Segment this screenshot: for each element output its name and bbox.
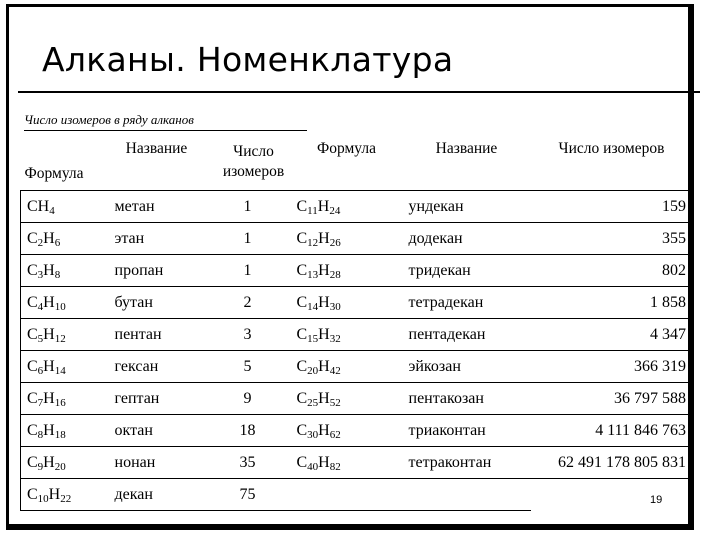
table-row bbox=[21, 255, 693, 287]
cell-formula bbox=[21, 383, 109, 415]
hydrogen-symbol: H bbox=[318, 453, 330, 471]
cell-isomers-2: 159 bbox=[531, 191, 693, 223]
cell-isomers: 35 bbox=[205, 447, 291, 479]
hydrogen-count: 16 bbox=[54, 396, 66, 409]
header-formula-2: Формула bbox=[316, 140, 376, 157]
carbon-count: 12 bbox=[307, 236, 319, 249]
table-row bbox=[21, 191, 693, 223]
cell-formula-2 bbox=[291, 287, 403, 319]
slide-title: Алканы. Номенклатура bbox=[42, 40, 454, 79]
carbon-count: 30 bbox=[307, 428, 319, 441]
cell-formula-2 bbox=[291, 479, 403, 511]
hydrogen-symbol: H bbox=[37, 197, 50, 215]
carbon-count: 5 bbox=[37, 332, 44, 345]
hydrogen-count: 12 bbox=[54, 332, 66, 345]
cell-formula bbox=[21, 191, 109, 223]
hydrogen-count: 26 bbox=[329, 236, 341, 249]
cell-name: декан bbox=[109, 479, 205, 511]
carbon-symbol: C bbox=[296, 357, 308, 375]
table-header-row bbox=[21, 134, 693, 191]
table-row bbox=[21, 415, 693, 447]
cell-formula-2 bbox=[291, 223, 403, 255]
carbon-symbol: C bbox=[296, 293, 308, 311]
table-caption: Число изомеров в ряду алканов bbox=[24, 112, 194, 127]
hydrogen-count: 18 bbox=[54, 428, 66, 441]
cell-name: гексан bbox=[109, 351, 205, 383]
carbon-symbol: C bbox=[296, 261, 308, 279]
cell-name: гептан bbox=[109, 383, 205, 415]
carbon-symbol: C bbox=[296, 197, 308, 215]
cell-isomers-2 bbox=[531, 479, 693, 511]
table-row bbox=[21, 223, 693, 255]
carbon-count: 9 bbox=[37, 460, 44, 473]
table-row bbox=[21, 447, 693, 479]
carbon-symbol: C bbox=[27, 229, 38, 247]
carbon-symbol: C bbox=[27, 261, 38, 279]
cell-isomers-2: 355 bbox=[531, 223, 693, 255]
cell-formula bbox=[21, 319, 109, 351]
carbon-symbol: C bbox=[27, 485, 38, 503]
hydrogen-symbol: H bbox=[318, 325, 330, 343]
hydrogen-symbol: H bbox=[318, 421, 330, 439]
hydrogen-count: 10 bbox=[54, 300, 66, 313]
header-isomers: Число изомеров bbox=[222, 143, 285, 180]
hydrogen-symbol: H bbox=[43, 229, 55, 247]
cell-isomers-2: 4 347 bbox=[531, 319, 693, 351]
page-number: 19 bbox=[650, 494, 663, 506]
cell-isomers: 3 bbox=[205, 319, 291, 351]
cell-formula bbox=[21, 255, 109, 287]
cell-name: бутан bbox=[109, 287, 205, 319]
carbon-count: 14 bbox=[307, 300, 319, 313]
hydrogen-symbol: H bbox=[43, 357, 55, 375]
hydrogen-symbol: H bbox=[48, 485, 61, 503]
hydrogen-count: 20 bbox=[54, 460, 66, 473]
hydrogen-count: 28 bbox=[329, 268, 341, 281]
cell-formula-2 bbox=[291, 351, 403, 383]
cell-isomers-2: 1 858 bbox=[531, 287, 693, 319]
cell-name-2: тетраконтан bbox=[403, 447, 531, 479]
cell-name-2: ундекан bbox=[403, 191, 531, 223]
cell-isomers: 5 bbox=[205, 351, 291, 383]
cell-formula bbox=[21, 351, 109, 383]
carbon-count: 2 bbox=[37, 236, 44, 249]
cell-name-2: додекан bbox=[403, 223, 531, 255]
hydrogen-count: 82 bbox=[329, 460, 341, 473]
cell-isomers: 1 bbox=[205, 191, 291, 223]
carbon-symbol: C bbox=[27, 357, 38, 375]
cell-formula bbox=[21, 479, 109, 511]
carbon-count: 3 bbox=[37, 268, 44, 281]
cell-name: пропан bbox=[109, 255, 205, 287]
carbon-count: 7 bbox=[37, 396, 44, 409]
hydrogen-symbol: H bbox=[318, 357, 330, 375]
carbon-symbol: C bbox=[296, 421, 308, 439]
cell-isomers-2: 36 797 588 bbox=[531, 383, 693, 415]
cell-formula bbox=[21, 447, 109, 479]
cell-name: метан bbox=[109, 191, 205, 223]
carbon-symbol: C bbox=[27, 325, 38, 343]
hydrogen-count: 52 bbox=[329, 396, 341, 409]
cell-formula bbox=[21, 287, 109, 319]
hydrogen-symbol: H bbox=[43, 261, 55, 279]
hydrogen-count: 32 bbox=[329, 332, 341, 345]
carbon-symbol: C bbox=[296, 453, 308, 471]
cell-name-2: тридекан bbox=[403, 255, 531, 287]
carbon-count: 11 bbox=[307, 204, 318, 217]
cell-name-2: тетрадекан bbox=[403, 287, 531, 319]
carbon-symbol: C bbox=[296, 229, 308, 247]
carbon-symbol: C bbox=[27, 197, 38, 215]
hydrogen-count: 8 bbox=[54, 268, 61, 281]
cell-isomers: 18 bbox=[205, 415, 291, 447]
carbon-count: 8 bbox=[37, 428, 44, 441]
cell-isomers: 75 bbox=[205, 479, 291, 511]
cell-formula-2 bbox=[291, 383, 403, 415]
cell-name: пентан bbox=[109, 319, 205, 351]
cell-isomers: 9 bbox=[205, 383, 291, 415]
hydrogen-count: 24 bbox=[329, 204, 341, 217]
isomers-table bbox=[20, 134, 693, 511]
caption-underline bbox=[24, 130, 307, 131]
hydrogen-symbol: H bbox=[43, 389, 55, 407]
carbon-count: 6 bbox=[37, 364, 44, 377]
cell-isomers-2: 366 319 bbox=[531, 351, 693, 383]
cell-name-2: пентадекан bbox=[403, 319, 531, 351]
table-row bbox=[21, 319, 693, 351]
carbon-symbol: C bbox=[27, 389, 38, 407]
hydrogen-symbol: H bbox=[318, 261, 330, 279]
cell-isomers-2: 802 bbox=[531, 255, 693, 287]
hydrogen-count: 6 bbox=[54, 236, 61, 249]
cell-isomers: 1 bbox=[205, 223, 291, 255]
cell-isomers: 2 bbox=[205, 287, 291, 319]
carbon-symbol: C bbox=[27, 293, 38, 311]
table-row bbox=[21, 479, 693, 511]
cell-name-2: пентакозан bbox=[403, 383, 531, 415]
carbon-count: 13 bbox=[307, 268, 319, 281]
cell-formula bbox=[21, 415, 109, 447]
carbon-count: 15 bbox=[307, 332, 319, 345]
hydrogen-count: 22 bbox=[60, 492, 72, 505]
hydrogen-count: 62 bbox=[329, 428, 341, 441]
carbon-count: 4 bbox=[37, 300, 44, 313]
hydrogen-count: 30 bbox=[329, 300, 341, 313]
carbon-count: 20 bbox=[307, 364, 319, 377]
cell-isomers: 1 bbox=[205, 255, 291, 287]
cell-formula-2 bbox=[291, 447, 403, 479]
hydrogen-symbol: H bbox=[43, 421, 55, 439]
carbon-symbol: C bbox=[296, 389, 308, 407]
header-isomers-2: Число изомеров bbox=[558, 140, 665, 157]
carbon-symbol: C bbox=[296, 325, 308, 343]
table-row bbox=[21, 351, 693, 383]
header-formula: Формула bbox=[24, 165, 84, 182]
cell-name: октан bbox=[109, 415, 205, 447]
hydrogen-count: 4 bbox=[49, 204, 55, 217]
table-row bbox=[21, 383, 693, 415]
header-name: Название bbox=[125, 140, 188, 157]
cell-name-2: эйкозан bbox=[403, 351, 531, 383]
table-row bbox=[21, 287, 693, 319]
carbon-count: 40 bbox=[307, 460, 319, 473]
cell-isomers-2: 4 111 846 763 bbox=[531, 415, 693, 447]
hydrogen-symbol: H bbox=[318, 229, 330, 247]
cell-formula-2 bbox=[291, 191, 403, 223]
hydrogen-symbol: H bbox=[43, 293, 55, 311]
header-name-2: Название bbox=[435, 140, 498, 157]
cell-isomers-2: 62 491 178 805 831 bbox=[531, 447, 693, 479]
cell-formula-2 bbox=[291, 319, 403, 351]
carbon-count: 10 bbox=[37, 492, 49, 505]
cell-formula bbox=[21, 223, 109, 255]
cell-name-2 bbox=[403, 479, 531, 511]
carbon-symbol: C bbox=[27, 421, 38, 439]
hydrogen-symbol: H bbox=[318, 389, 330, 407]
hydrogen-symbol: H bbox=[43, 325, 55, 343]
title-divider bbox=[18, 91, 700, 93]
cell-formula-2 bbox=[291, 415, 403, 447]
hydrogen-symbol: H bbox=[318, 293, 330, 311]
hydrogen-count: 42 bbox=[329, 364, 341, 377]
hydrogen-symbol: H bbox=[317, 197, 330, 215]
hydrogen-count: 14 bbox=[54, 364, 66, 377]
hydrogen-symbol: H bbox=[43, 453, 55, 471]
cell-name: нонан bbox=[109, 447, 205, 479]
carbon-count: 25 bbox=[307, 396, 319, 409]
cell-name-2: триаконтан bbox=[403, 415, 531, 447]
cell-formula-2 bbox=[291, 255, 403, 287]
carbon-symbol: C bbox=[27, 453, 38, 471]
cell-name: этан bbox=[109, 223, 205, 255]
